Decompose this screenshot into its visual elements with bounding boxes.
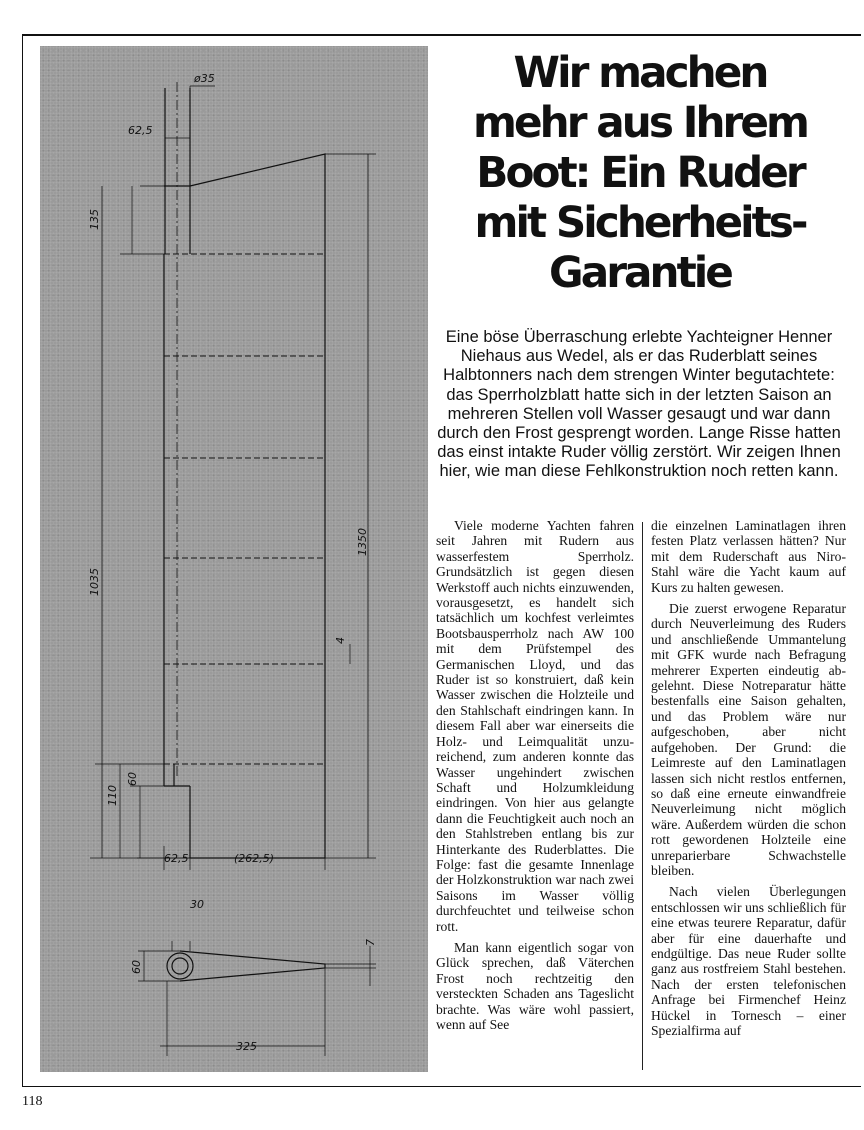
page-number: 118 <box>22 1094 43 1109</box>
article-column-left <box>436 518 634 1074</box>
rudder-technical-drawing <box>40 46 428 1072</box>
dim-lower-a: 110 <box>106 785 119 806</box>
dim-bottom-width: (262,5) <box>234 852 275 865</box>
paragraph: die einzelnen Laminatlagen ihren festen Platz verlassen hätten? Nur mit dem Ruderschaft aus Niro-Stahl wäre die Yacht kaum auf Kurs zu halten gewesen. <box>651 518 846 595</box>
dim-tiller-right: 7 <box>364 939 377 946</box>
article-headline <box>444 48 836 298</box>
dim-lower-b: 60 <box>126 772 139 786</box>
paragraph: Viele moderne Yachten fahren seit Jahren mit Rudern aus wasserfestem Sperrholz. Grundsätzlich ist gegen diesen Werkstoff auch nichts einzuwenden, vorausgesetzt, es handelt sich tatsächlich um kochfest verleimtes Bootsbausperrholz nach AW 100 mit dem Prüfstempel des Germanischen Lloyd, und das Ruder ist so konstruiert, daß kein Wasser zwischen die Holzteile und den Stahlschaft eindringen kann. In diesem Fall aber war einerseits die Holz- und Leimqualität unzureichend, zum anderen konnte das Wasser ungehindert zwischen Schaft und Holzumkleidung eindringen. Von hier aus gelangte dann die Feuchtigkeit auch noch an den Stahlstreben entlang bis zur Hinterkante des Ruderblattes. Die Folge: fast die gesamte Innenlage der Holzkonstruktion war nach zwei Saisons im Wasser völlig durchfeuchtet und teilweise schon rott. <box>436 518 634 934</box>
headline-line: mehr aus Ihrem <box>473 98 807 148</box>
dim-tiller-length: 325 <box>236 1040 257 1053</box>
headline-line: Boot: Ein Ruder <box>476 148 804 198</box>
paragraph: Die zuerst erwogene Reparatur durch Neuverleimung des Ruders und anschließende Ummantelung mit GFK wurde nach Befragung mehrerer Experten eindeutig abgelehnt. Diese Notreparatur hätte bestenfalls eine Saison gehalten, und das Problem wäre nur aufgeschoben, aber nicht aufgehoben. Der Grund: die Leimreste auf den Laminatlagen lassen sich nicht restlos entfernen, so daß eine erneute einwandfreie Neuverleimung nicht möglich wäre. Außerdem würden die schon rott gewordenen Holzteile eine unreparierbare Schwachstelle bleiben. <box>651 601 846 878</box>
dim-tiller-left: 60 <box>130 960 143 974</box>
dim-bottom-shaft: 62,5 <box>164 852 189 865</box>
dim-top-height: 135 <box>88 209 101 230</box>
paragraph: Man kann eigentlich sogar von Glück sprechen, daß Väterchen Frost noch rechtzeitig den versteckten Schaden ans Tageslicht brachte. Was wäre wohl passiert, wenn auf See <box>436 939 634 1032</box>
headline-line: mit Sicherheits- <box>474 198 806 248</box>
dim-shaft-diameter: ø35 <box>194 72 215 85</box>
rudder-drawing-svg <box>40 46 428 1072</box>
dim-total-height: 1350 <box>356 528 369 556</box>
paragraph: Nach vielen Überlegungen entschlossen wir uns schließlich für eine etwas teurere Reparatur, dafür aber für eine dauerhafte und endgültige. Das neue Ruder sollte ganz aus rostfreiem Stahl bestehen. Nach der ersten telefonischen Anfrage bei Firmenchef Heinz Hückel in Tornesch – einer Spezialfirma auf <box>651 884 846 1038</box>
article-column-right <box>651 518 846 1074</box>
headline-line: Wir machen <box>513 48 767 98</box>
dim-blade-height: 1035 <box>88 568 101 596</box>
dim-spacing: 4 <box>334 637 347 644</box>
column-divider <box>642 522 643 1070</box>
article-lead: Eine böse Überraschung erlebte Yachteigner Henner Niehaus aus Wedel, als er das Ruderblatt seines Halbtonners nach dem strengen Winter begutachtete: das Sperrholzblatt hatte sich in der letzten Saison an mehreren Stellen voll Wasser gesaugt und war dann durch den Frost gesprengt worden. Lange Risse hatten das einst intakte Ruder völlig zerstört. Wir zeigen Ihnen hier, wie man diese Fehlkonstruktion noch retten kann. <box>437 328 841 481</box>
dim-shaft-offset: 62,5 <box>128 124 153 137</box>
dim-tiller-top: 30 <box>190 898 204 911</box>
headline-line: Garantie <box>549 248 731 298</box>
